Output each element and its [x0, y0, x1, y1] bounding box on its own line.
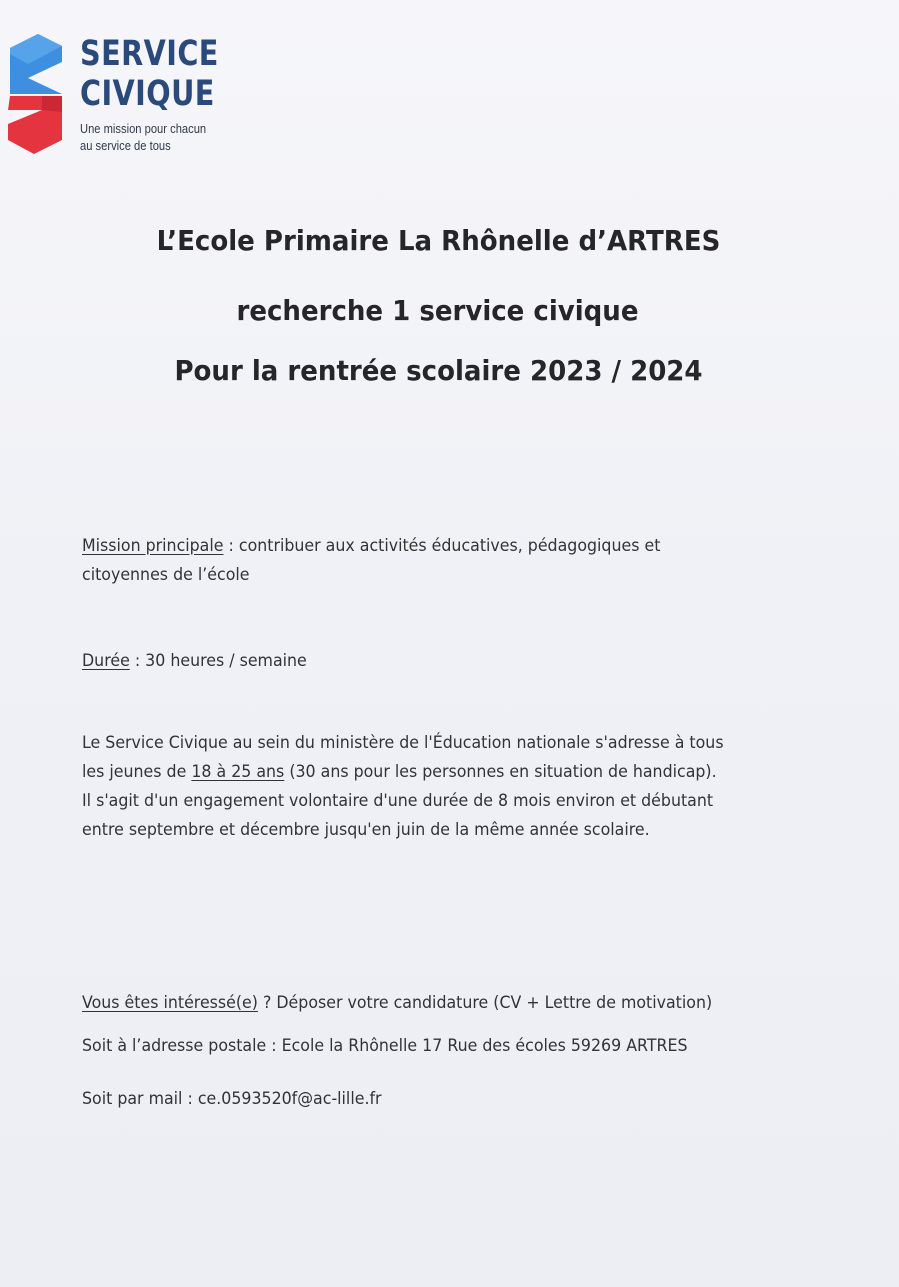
service-line-2-pre: les jeunes de: [82, 762, 192, 782]
service-civique-logo: [6, 34, 236, 159]
contact-text: ? Déposer votre candidature (CV + Lettre de motivation): [257, 993, 713, 1013]
duree-label: Durée: [82, 651, 130, 671]
title-line-search: recherche 1 service civique: [236, 294, 639, 327]
logo-tagline-line1: Une mission pour chacun: [80, 121, 207, 136]
service-civique-paragraph: [82, 729, 724, 845]
title-line-school: L’Ecole Primaire La Rhônelle d’ARTRES: [156, 224, 721, 257]
postal-address: Soit à l’adresse postale : Ecole la Rhônelle 17 Rue des écoles 59269 ARTRES: [82, 1036, 688, 1056]
contact-paragraph: [82, 989, 712, 1018]
email-contact: Soit par mail : ce.0593520f@ac-lille.fr: [82, 1089, 382, 1109]
service-line-4: entre septembre et décembre jusqu'en juin de la même année scolaire.: [82, 820, 650, 840]
age-range: 18 à 25 ans: [191, 762, 285, 782]
service-line-2-post: (30 ans pour les personnes en situation de handicap).: [284, 762, 717, 782]
mission-paragraph: [82, 532, 660, 590]
logo-tagline-line2: au service de tous: [80, 138, 171, 153]
service-civique-s-icon: [6, 34, 68, 156]
logo-line-service: SERVICE: [80, 34, 219, 74]
title-line-year: Pour la rentrée scolaire 2023 / 2024: [174, 354, 703, 387]
duree-paragraph: [82, 647, 307, 676]
logo-line-civique: CIVIQUE: [80, 74, 215, 114]
duree-text: : 30 heures / semaine: [129, 651, 307, 671]
mission-text: : contribuer aux activités éducatives, pédagogiques et: [223, 536, 661, 556]
mission-text-continued: citoyennes de l’école: [82, 565, 250, 585]
service-line-3: Il s'agit d'un engagement volontaire d'une durée de 8 mois environ et débutant: [82, 791, 714, 811]
service-line-1: Le Service Civique au sein du ministère de l'Éducation nationale s'adresse à tous: [82, 733, 724, 753]
logo-wordmark: [80, 34, 219, 114]
contact-label: Vous êtes intéressé(e): [82, 993, 258, 1013]
logo-tagline: [80, 120, 206, 154]
mission-label: Mission principale: [82, 536, 224, 556]
